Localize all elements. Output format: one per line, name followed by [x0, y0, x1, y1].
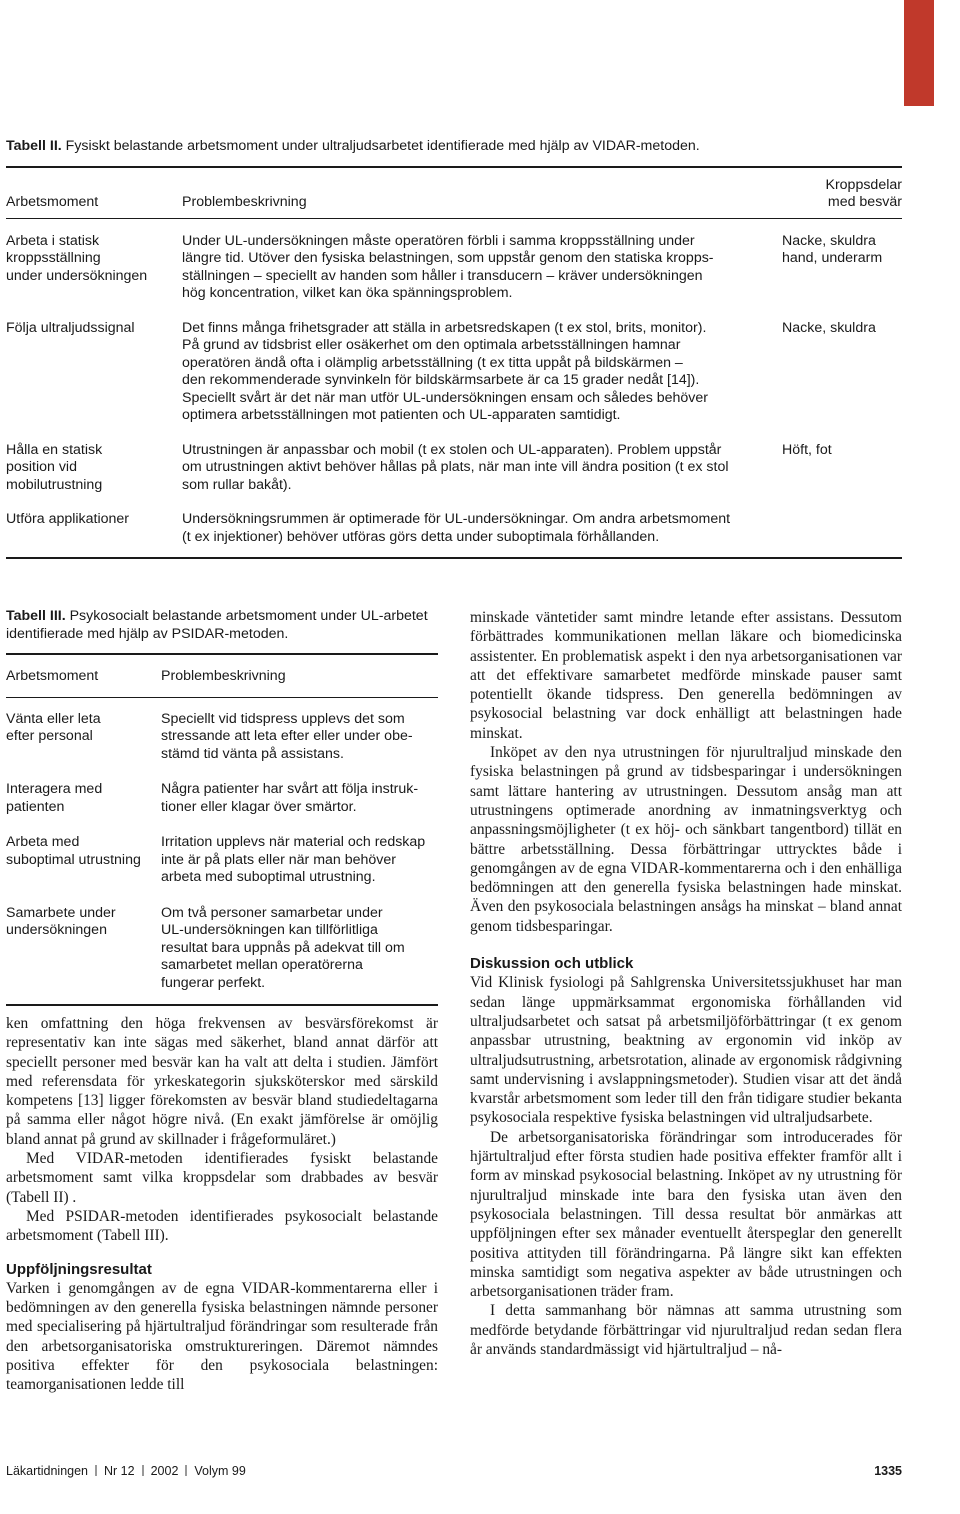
cell-problembeskrivning: Några patienter har svårt att följa instruk- tioner eller klagar över smärtor.: [161, 781, 419, 815]
header-arbetsmoment: Arbetsmoment: [6, 668, 99, 684]
cell-problembeskrivning: Om två personer samarbetar under UL-undersökningen kan tillförlitliga resultat bara uppnås på adekvat till om samarbetet mellan operatörerna fungerar perfekt.: [161, 904, 405, 991]
paragraph: minskade väntetider samt mindre letande efter assistans. Dessutom förbättrades kommunikationen mellan läkare och biomedicinska assistenter. En problematisk aspekt i den nya arbetsorganisationen var att det effektivare samarbetet medförde minskade pauser samt potentiellt ökande tidspress. Den generella bedömningen av psykosocial belastning var dock enhälligt att belastningen hade minskat.: [470, 609, 902, 742]
cell-arbetsmoment: Hålla en statisk position vid mobilutrustning: [6, 441, 103, 493]
table-row: [6, 905, 438, 993]
journal-name: Läkartidningen: [6, 1464, 89, 1478]
cell-arbetsmoment: Vänta eller leta efter personal: [6, 710, 101, 744]
header-problembeskrivning: Problembeskrivning: [182, 194, 307, 210]
table-2: [6, 138, 902, 559]
rule: [6, 1004, 438, 1006]
paragraph: Med VIDAR-metoden identifierades fysiskt belastande arbetsmoment samt vilka kroppsdelar som drabbades av besvär (Tabell II) .: [6, 1150, 438, 1206]
table-2-caption: Tabell II. Fysiskt belastande arbetsmoment under ultraljudsarbetet identifierade med hjälp av VIDAR-metoden.: [6, 138, 700, 154]
table-row: [6, 834, 438, 887]
section-heading: Uppföljningsresultat: [6, 1260, 152, 1278]
paragraph: Varken i genomgången av de egna VIDAR-kommentarerna eller i bedömningen av den generella fysiska belastningen nämnde personer med specialisering på hjärtultraljud förändringar som resulterade från den arbetsorganisatoriska omstruktureringen. Däremot nämndes positiva effekter för den psykosociala belastningen: teamorganisationen ledde till: [6, 1279, 438, 1394]
volume: Volym 99: [194, 1464, 246, 1478]
cell-arbetsmoment: Utföra applikationer: [6, 511, 130, 527]
table-2-body: [6, 219, 902, 547]
page-number: 1335: [874, 1464, 902, 1478]
cell-arbetsmoment: Arbeta i statisk kroppsställning under undersökningen: [6, 232, 148, 284]
page-footer: [6, 1464, 902, 1478]
paragraph: I detta sammanhang bör nämnas att samma utrustning som medförde betydande förbättringar vid njurultraljud redan sedan flera år används standardmässigt vid hjärtultraljud – nå-: [470, 1302, 902, 1358]
cell-kroppsdelar: Höft, fot: [782, 441, 832, 458]
cell-problembeskrivning: Irritation upplevs när material och redskap inte är på plats eller när man behöver arbeta med suboptimal utrustning.: [161, 834, 426, 885]
paragraph: Vid Klinisk fysiologi på Sahlgrenska Universitetssjukhuset har man sedan länge uppmärksammat ergonomiska förhållanden vid ultraljudsarbetet och satsat på arbetsmiljöförbättringar (t ex genom anpassbar utrustning, beaktning av ergonomin vid inköp av ultraljudsutrustning, arbetsrotation, alinade av ergonomisk rådgivning samt undervisning i avslappningsmetoder). Studien visar att det ändå kvarstår arbetsmoment som leder till den från tidigare studier bekanta psykosociala respektive fysiska belastningen vid ultraljudsarbete.: [470, 974, 902, 1127]
table-row: [6, 233, 902, 303]
cell-arbetsmoment: Följa ultraljudssignal: [6, 319, 135, 336]
year: 2002: [150, 1464, 179, 1478]
table-row: [6, 711, 438, 764]
cell-problembeskrivning: Undersökningsrummen är optimerade för UL-undersökningar. Om andra arbetsmoment (t ex injektioner) behöver utföras görs detta under suboptimala förhållanden.: [182, 511, 731, 545]
table-row: [6, 442, 902, 495]
rule: [6, 557, 902, 559]
table-3-caption: Tabell III. Psykosocialt belastande arbetsmoment under UL-arbetet identifierade med hjälp av PSIDAR-metoden.: [6, 608, 428, 642]
page-color-tab: [904, 0, 934, 106]
paragraph: Inköpet av den nya utrustningen för njurultraljud minskade den fysiska belastningen på grund av tidsbesparingar i undersökningen samt lättare hantering av utrustningen. Dessutom ansåg man att utrustningens optimerade anordning av inmatningsverktyg och anpassningsmöjligheter (t ex höj- och sänkbart tangentbord) tillät en bättre arbetsställning. Dessa förbättringar uttrycktes både i genomgången av de egna VIDAR-kommentarerna och i den enhälliga bedömningen att den generella fysiska belastningen hade minskat. Även den psykosociala belastningen ansågs ha minskat – bland annat genom tidsbesparingar.: [470, 744, 902, 935]
issue-number: Nr 12: [104, 1464, 135, 1478]
cell-problembeskrivning: Utrustningen är anpassbar och mobil (t ex stolen och UL-apparaten). Problem uppstår om utrustningen aktivt behöver hållas på plats, när man inte vill ändra position (t ex stol som rullar bakåt).: [182, 441, 729, 493]
cell-arbetsmoment: Interagera med patienten: [6, 781, 103, 815]
cell-problembeskrivning: Speciellt vid tidspress upplevs det som stressande att leta efter eller under obe- stämd tid vänta på assistans.: [161, 710, 413, 762]
footer-journal-info: [6, 1464, 246, 1478]
header-problembeskrivning: Problembeskrivning: [161, 668, 286, 684]
table-3: [6, 608, 438, 1006]
header-kroppsdelar: Kroppsdelar med besvär: [825, 176, 902, 210]
paragraph: ken omfattning den höga frekvensen av besvärsförekomst är representativ kan inte sägas med säkerhet, bland annat därför att speciellt personer med besvär kan ha valt att delta i studien. Jämfört med referensdata för yrkeskategorin sjuksköterskor med särskild kompetens [13] ligger förekomsten av besvär bland studiedeltagarna på samma eller något högre nivå. (En exakt jämförelse är omöjlig bland annat på grund av skillnader i frågeformuläret.): [6, 1015, 438, 1148]
table-3-body: [6, 698, 438, 993]
header-arbetsmoment: Arbetsmoment: [6, 194, 99, 210]
cell-kroppsdelar: Nacke, skuldra: [782, 319, 876, 336]
table-2-header: [6, 168, 902, 218]
table-row: [6, 511, 902, 546]
paragraph: Med PSIDAR-metoden identifierades psykosocialt belastande arbetsmoment (Tabell III).: [6, 1207, 438, 1245]
table-3-header: [6, 655, 438, 697]
cell-problembeskrivning: Under UL-undersökningen måste operatören förbli i samma kroppsställning under längre tid. Utöver den fysiska belastningen, som uppstår genom den statiska kropps- ställningen – speciellt av handen som håller i transducern – kräver undersökningen hög koncentration, vilket kan öka spänningsproblem.: [182, 232, 714, 301]
cell-kroppsdelar: Nacke, skuldra hand, underarm: [782, 232, 883, 266]
section-heading: Diskussion och utblick: [470, 955, 634, 973]
table-row: [6, 781, 438, 816]
table-row: [6, 320, 902, 425]
cell-arbetsmoment: Arbeta med suboptimal utrustning: [6, 834, 141, 868]
paragraph: De arbetsorganisatoriska förändringar som introducerades för hjärtultraljud efter första studien hade positiva effekter framför allt i form av minskad psykosocial belastning. Inköpet av ny utrustning för njurultraljud minskade inte bara den fysiska utan även den psykosociala belastningen. Till dessa resultat bör anmärkas att uppföljningen efter sex månader eventuellt återspeglar den generellt positiva attityden till förändringarna. På längre sikt kan effekten minska samtidigt som negativa aspekter av både utrustningen och arbetsorganisationen träder fram.: [470, 1128, 902, 1301]
cell-problembeskrivning: Det finns många frihetsgrader att ställa in arbetsredskapen (t ex stol, brits, monitor). På grund av tidsbrist eller osäkerhet om den optimala arbetsställningen hamnar operatören ändå ofta i olämplig arbetsställning (t ex titta uppåt på bildskärmen – den rekommenderade synvinkeln för bildskärmsarbete är ca 15 grader nedåt [14]). Speciellt svårt är det när man utför UL-undersökningen ensam och således behöver optimera arbetsställningen mot patienten och UL-apparaten samtidigt.: [182, 319, 709, 423]
right-text-column: [470, 608, 902, 1359]
left-text-column: [6, 1014, 438, 1395]
cell-arbetsmoment: Samarbete under undersökningen: [6, 904, 116, 938]
